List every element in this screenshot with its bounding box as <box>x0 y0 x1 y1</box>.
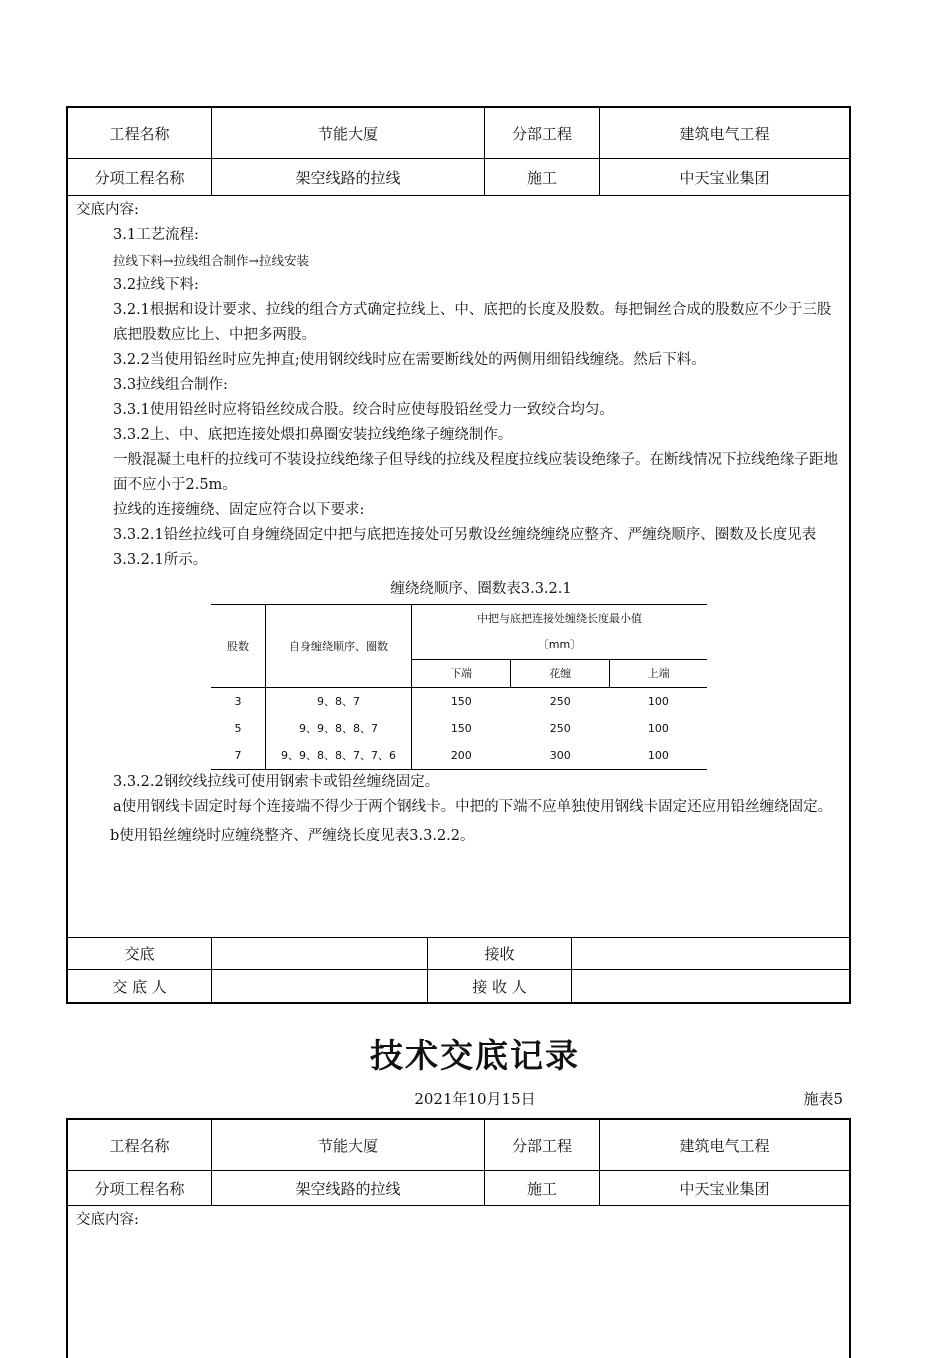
page-title: 技术交底记录 <box>370 1036 580 1075</box>
cell: 250 <box>549 722 571 735</box>
content-line: 一般混凝土电杆的拉线可不装设拉线绝缘子但导线的拉线及程度拉线应装设绝缘子。在断线情况下拉线绝缘子距地面不应小于2.5m。 <box>113 452 838 493</box>
footer-row-1 <box>68 938 849 970</box>
handover-content <box>68 1206 849 1233</box>
content-line: 3.3拉线组合制作: <box>113 377 228 393</box>
handover-form-1 <box>66 106 851 1004</box>
table-row <box>211 742 707 770</box>
group-header: 中把与底把连接处缠绕长度最小值 <box>477 612 642 625</box>
content-line: 3.2拉线下料: <box>113 277 199 293</box>
project-label: 工程名称 <box>68 108 212 158</box>
col-group <box>412 605 708 660</box>
content-line: 3.2.1根据和设计要求、拉线的组合方式确定拉线上、中、底把的长度及股数。每把铜丝合成的股数应不少于三股底把股数应比上、中把多两股。 <box>113 302 832 343</box>
construction-label: 施工 <box>485 1171 600 1205</box>
handover-content <box>68 196 849 938</box>
receive-person-label: 接 收 人 <box>428 970 572 1003</box>
table-caption: 缠绕绕顺序、圈数表3.3.2.1 <box>390 581 572 597</box>
content-line: 3.1工艺流程: <box>113 227 199 243</box>
cell: 100 <box>647 749 669 762</box>
subproject-value: 架空线路的拉线 <box>212 159 485 195</box>
content-line: 3.3.2上、中、底把连接处煨扣鼻圈安装拉线绝缘子缠绕制作。 <box>113 427 513 443</box>
record-date: 2021年10月15日 <box>414 1090 536 1108</box>
handover-form-2 <box>66 1118 851 1358</box>
cell: 5 <box>211 715 266 742</box>
subproject-label: 分项工程名称 <box>68 159 212 195</box>
cell: 150 <box>450 695 472 708</box>
header-row-1 <box>68 108 849 159</box>
content-line: 3.3.2.1铅丝拉线可自身缠绕固定中把与底把连接处可另敷设丝缠绕缠绕应整齐、严缠绕顺序、圈数及长度见表3.3.2.1所示。 <box>113 527 817 568</box>
cell: 100 <box>647 722 669 735</box>
receive-person-field[interactable] <box>572 970 849 1003</box>
construction-value: 中天宝业集团 <box>679 1179 770 1198</box>
project-value: 节能大厦 <box>212 1120 485 1170</box>
col-strands: 股数 <box>211 605 266 688</box>
winding-table <box>211 604 707 770</box>
cell: 3 <box>211 688 266 716</box>
content-line: b使用铅丝缠绕时应缠绕整齐、严缠绕长度见表3.3.2.2。 <box>110 828 475 844</box>
header-row-2 <box>68 159 849 196</box>
cell: 250 <box>549 695 571 708</box>
table-row <box>211 688 707 716</box>
cell: 150 <box>450 722 472 735</box>
sub-upper: 上端 <box>610 660 707 688</box>
group-unit: 〔mm〕 <box>537 638 582 651</box>
content-line: 拉线下料→拉线组合制作→拉线安装 <box>113 253 309 268</box>
handover-person-label: 交 底 人 <box>68 970 212 1003</box>
subproject-label: 分项工程名称 <box>68 1171 212 1205</box>
sub-lower: 下端 <box>412 660 511 688</box>
cell: 9、9、8、8、7 <box>266 715 412 742</box>
cell: 300 <box>549 749 571 762</box>
table-row <box>211 715 707 742</box>
handover-sign-field[interactable] <box>212 938 428 969</box>
receive-label: 接收 <box>428 938 572 969</box>
project-label: 工程名称 <box>68 1120 212 1170</box>
header-row-1 <box>68 1120 849 1171</box>
project-value: 节能大厦 <box>212 108 485 158</box>
subproject-value: 架空线路的拉线 <box>212 1171 485 1205</box>
construction-value: 中天宝业集团 <box>679 168 770 187</box>
content-heading: 交底内容: <box>76 1212 139 1228</box>
division-label: 分部工程 <box>485 108 600 158</box>
form-number: 施表5 <box>803 1090 843 1108</box>
cell: 9、9、8、8、7、7、6 <box>266 742 412 770</box>
handover-person-field[interactable] <box>212 970 428 1003</box>
content-line: 3.3.1使用铅丝时应将铅丝绞成合股。绞合时应使每股铅丝受力一致绞合均匀。 <box>113 402 614 418</box>
division-value: 建筑电气工程 <box>679 1136 770 1155</box>
content-line: a使用钢线卡固定时每个连接端不得少于两个钢线卡。中把的下端不应单独使用钢线卡固定还应用铅丝缠绕固定。 <box>113 799 833 815</box>
sub-twist: 花缠 <box>511 660 610 688</box>
construction-label: 施工 <box>485 159 600 195</box>
division-value: 建筑电气工程 <box>679 124 770 143</box>
col-sequence: 自身缠绕顺序、圈数 <box>266 605 412 688</box>
content-line: 3.2.2当使用铅丝时应先抻直;使用钢绞线时应在需要断线处的两侧用细铅线缠绕。然后下料。 <box>113 352 706 368</box>
content-line: 3.3.2.2钢绞线拉线可使用钢索卡或铅丝缠绕固定。 <box>113 774 440 790</box>
handover-label: 交底 <box>68 938 212 969</box>
footer-row-2 <box>68 970 849 1003</box>
cell: 200 <box>450 749 472 762</box>
cell: 7 <box>211 742 266 770</box>
division-label: 分部工程 <box>485 1120 600 1170</box>
cell: 9、8、7 <box>266 688 412 716</box>
content-heading: 交底内容: <box>76 202 139 218</box>
header-row-2 <box>68 1171 849 1206</box>
content-line: 拉线的连接缠绕、固定应符合以下要求: <box>113 502 365 518</box>
receive-sign-field[interactable] <box>572 938 849 969</box>
cell: 100 <box>647 695 669 708</box>
